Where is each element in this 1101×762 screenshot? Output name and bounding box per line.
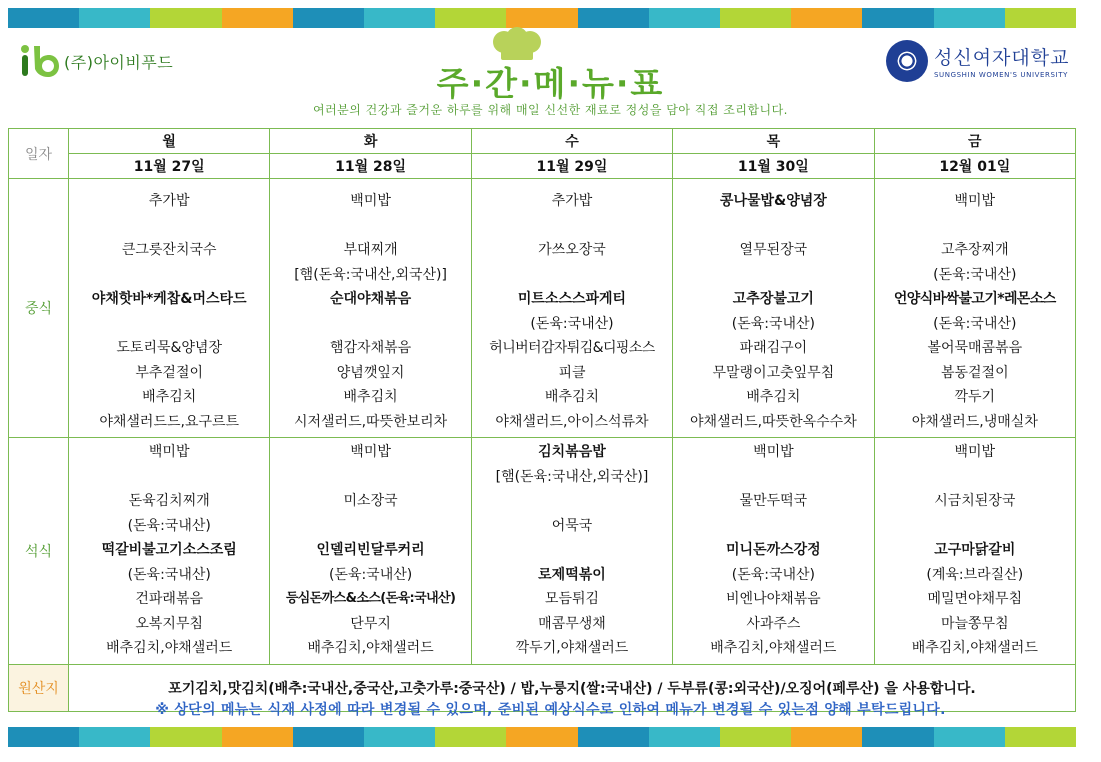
stripe-segment <box>791 8 862 28</box>
menu-item: 백미밥 <box>350 444 391 460</box>
stripe-segment <box>79 727 150 747</box>
menu-item <box>875 214 1075 239</box>
day-date: 12월 01일 <box>874 154 1075 179</box>
menu-item <box>875 465 1075 490</box>
menu-item: 야채샐러드,따뜻한옥수수차 <box>689 413 857 430</box>
menu-item: 언양식바싹불고기*레몬소스 <box>893 291 1056 307</box>
menu-item: 야채샐러드,냉매실차 <box>911 413 1038 430</box>
menu-item: 무말랭이고춧잎무침 <box>712 364 835 381</box>
stripe-segment <box>8 8 79 28</box>
menu-item: 양념깻잎지 <box>336 364 405 381</box>
menu-item <box>69 312 269 337</box>
day-date: 11월 30일 <box>673 154 874 179</box>
menu-item: 배추김치 <box>544 389 600 405</box>
menu-item <box>270 465 470 490</box>
menu-item: 고추장찌개 <box>940 242 1009 258</box>
menu-item: 마늘쫑무침 <box>940 615 1009 632</box>
menu-item: 등심돈까스&소스(돈육:국내산) <box>285 591 456 606</box>
menu-item: 미트소스스파게티 <box>517 291 627 307</box>
dinner-menu-cell <box>471 438 672 665</box>
menu-item <box>270 514 470 539</box>
stripe-segment <box>435 727 506 747</box>
dinner-menu-cell <box>270 438 471 665</box>
menu-item: 큰그릇잔치국수 <box>121 242 217 258</box>
menu-item: (돈육:국내산) <box>731 315 815 332</box>
stripe-segment <box>8 727 79 747</box>
menu-item <box>472 489 672 514</box>
stripe-segment <box>934 8 1005 28</box>
dinner-menu-cell <box>673 438 874 665</box>
weekly-menu-table <box>8 128 1076 712</box>
date-label: 일자 <box>9 129 69 179</box>
stripe-segment <box>649 8 720 28</box>
stripe-segment <box>934 727 1005 747</box>
menu-item: (돈육:국내산) <box>933 315 1017 332</box>
menu-item: 단무지 <box>350 615 391 632</box>
menu-item: 백미밥 <box>148 444 190 460</box>
menu-item <box>875 514 1075 539</box>
day-row <box>9 129 1076 154</box>
menu-item <box>673 514 873 539</box>
menu-item: 미니돈까스강정 <box>726 542 821 558</box>
menu-item: 배추김치,야채샐러드 <box>307 640 434 656</box>
university-name: 성신여자대학교 <box>934 47 1070 69</box>
day-name: 화 <box>270 129 471 154</box>
stripe-segment <box>150 727 221 747</box>
day-name: 금 <box>874 129 1075 154</box>
menu-item: 부추겉절이 <box>135 364 203 381</box>
menu-item: 배추김치 <box>746 389 801 405</box>
page-subtitle: 여러분의 건강과 즐거운 하루를 위해 매일 신선한 재료로 정성을 담아 직접 조리합니다. <box>313 103 788 117</box>
stripe-segment <box>435 8 506 28</box>
menu-item: 고추장불고기 <box>732 291 814 307</box>
stripe-segment <box>364 8 435 28</box>
stripe-segment <box>150 8 221 28</box>
title-char: 주 <box>436 64 471 103</box>
origin-text: 포기김치,맛김치(배추:국내산,중국산,고춧가루:중국산) / 밥,누룽지(쌀:국내산) / 두부류(콩:외국산)/오징어(페루산) 을 사용합니다. <box>69 664 1076 711</box>
stripe-segment <box>506 8 577 28</box>
menu-item: 오복지무침 <box>135 615 203 632</box>
stripe-segment <box>720 727 791 747</box>
menu-item: (계육:브라질산) <box>926 566 1024 583</box>
menu-item: 허니버터감자튀김&디핑소스 <box>489 340 655 356</box>
menu-item: 시금치된장국 <box>934 493 1016 509</box>
menu-item: (돈육:국내산) <box>530 315 614 332</box>
dinner-label: 석식 <box>9 438 69 665</box>
menu-item: 인델리빈달루커리 <box>316 542 425 558</box>
chef-hat-icon <box>492 27 542 61</box>
menu-item <box>673 214 873 239</box>
menu-item: 어묵국 <box>551 517 593 534</box>
page-title <box>0 58 1101 105</box>
menu-item: 봄동겉절이 <box>940 364 1009 381</box>
stripe-segment <box>862 8 933 28</box>
title-char: · <box>470 64 486 103</box>
stripe-segment <box>791 727 862 747</box>
day-name: 월 <box>69 129 270 154</box>
menu-item: 배추김치,야채샐러드 <box>710 640 837 656</box>
dinner-row <box>9 438 1076 665</box>
stripe-segment <box>364 727 435 747</box>
stripe-segment <box>578 8 649 28</box>
menu-item: 깍두기,야채샐러드 <box>515 640 629 656</box>
menu-item: 고구마닭갈비 <box>934 542 1016 558</box>
stripe-segment <box>649 727 720 747</box>
stripe-segment <box>1005 727 1076 747</box>
menu-item <box>472 263 672 288</box>
university-english-name: SUNGSHIN WOMEN'S UNIVERSITY <box>934 71 1068 79</box>
day-date: 11월 27일 <box>69 154 270 179</box>
menu-item <box>673 465 873 490</box>
menu-item: 야채샐러드드,요구르트 <box>99 413 240 430</box>
title-char: · <box>615 64 631 103</box>
menu-item: 배추김치,야채샐러드 <box>106 640 233 656</box>
title-char: 메 <box>533 64 568 103</box>
day-name: 수 <box>471 129 672 154</box>
origin-label: 원산지 <box>9 664 69 711</box>
stripe-segment <box>79 8 150 28</box>
menu-item: 깍두기 <box>954 389 996 405</box>
day-date: 11월 28일 <box>270 154 471 179</box>
day-date: 11월 29일 <box>471 154 672 179</box>
menu-item: 야채핫바*케찹&머스타드 <box>91 291 247 307</box>
menu-item: 떡갈비불고기소스조림 <box>101 542 237 558</box>
stripe-segment <box>720 8 791 28</box>
stripe-segment <box>506 727 577 747</box>
menu-item <box>673 263 873 288</box>
company-name: (주)아이비푸드 <box>64 52 174 72</box>
title-char: 간 <box>485 64 519 103</box>
menu-item: 로제떡볶이 <box>538 566 606 583</box>
title-char: 뉴 <box>581 64 616 103</box>
lunch-menu-cell <box>69 179 270 438</box>
menu-item: 모듬튀김 <box>544 591 600 607</box>
lunch-menu-cell <box>471 179 672 438</box>
lunch-menu-cell <box>270 179 471 438</box>
menu-item: 돈육김치찌개 <box>128 493 210 509</box>
menu-item: [햄(돈육:국내산,외국산)] <box>495 468 649 485</box>
menu-item: 순대야채볶음 <box>330 291 412 307</box>
stripe-segment <box>862 727 933 747</box>
menu-item <box>270 312 470 337</box>
stripe-segment <box>222 727 293 747</box>
menu-item: [햄(돈육:국내산,외국산)] <box>294 266 447 283</box>
menu-item: 김치볶음밥 <box>538 444 606 460</box>
top-color-stripe <box>8 8 1076 28</box>
menu-item: 추가밥 <box>551 193 593 209</box>
menu-item: (돈육:국내산) <box>328 566 413 583</box>
menu-item: 건파래볶음 <box>135 591 203 607</box>
lunch-label: 중식 <box>9 179 69 438</box>
stripe-segment <box>578 727 649 747</box>
menu-item: 메밀면야채무침 <box>927 591 1023 607</box>
notice-text: ※ 상단의 메뉴는 식재 사정에 따라 변경될 수 있으며, 준비된 예상식수로 인하여 메뉴가 변경될 수 있는점 양해 부탁드립니다. <box>155 702 946 718</box>
menu-item: 열무된장국 <box>739 242 808 258</box>
menu-item <box>472 538 672 563</box>
menu-item <box>69 465 269 490</box>
menu-item: 가쓰오장국 <box>538 242 606 258</box>
menu-item: 부대찌개 <box>343 242 398 258</box>
menu-item: 도토리묵&양념장 <box>116 340 222 356</box>
menu-item: 백미밥 <box>350 193 391 209</box>
menu-item: (돈육:국내산) <box>127 517 211 534</box>
stripe-segment <box>293 8 364 28</box>
menu-item: 배추김치 <box>142 389 197 405</box>
title-char: 표 <box>630 64 665 103</box>
menu-item: 콩나물밥&양념장 <box>719 193 827 209</box>
menu-item: 피클 <box>558 364 586 381</box>
menu-item: 야채샐러드,아이스석류차 <box>495 413 649 430</box>
day-name: 목 <box>673 129 874 154</box>
dinner-menu-cell <box>69 438 270 665</box>
menu-item: 추가밥 <box>148 193 190 209</box>
menu-item: 파래김구이 <box>739 340 808 356</box>
menu-item: (돈육:국내산) <box>731 566 815 583</box>
lunch-menu-cell <box>673 179 874 438</box>
lunch-menu-cell <box>874 179 1075 438</box>
stripe-segment <box>293 727 364 747</box>
menu-item: (돈육:국내산) <box>127 566 211 583</box>
menu-item: 매콤무생채 <box>538 615 606 632</box>
stripe-segment <box>1005 8 1076 28</box>
menu-item <box>69 214 269 239</box>
menu-item: 백미밥 <box>954 193 996 209</box>
menu-item: (돈육:국내산) <box>933 266 1017 283</box>
menu-item: 시저샐러드,따뜻한보리차 <box>293 413 448 430</box>
menu-item: 사과주스 <box>746 615 801 632</box>
menu-item: 비엔나야채볶음 <box>726 591 821 607</box>
title-char: · <box>519 64 534 103</box>
menu-item <box>69 263 269 288</box>
menu-item <box>472 214 672 239</box>
date-row <box>9 154 1076 179</box>
menu-item: 햄감자채볶음 <box>330 340 412 356</box>
title-char: · <box>567 64 582 103</box>
menu-item: 백미밥 <box>954 444 996 460</box>
dinner-menu-cell <box>874 438 1075 665</box>
bottom-color-stripe <box>8 727 1076 747</box>
stripe-segment <box>222 8 293 28</box>
menu-item: 배추김치,야채샐러드 <box>911 640 1038 656</box>
menu-item: 배추김치 <box>343 389 398 405</box>
menu-item: 볼어묵매콤볶음 <box>927 340 1023 356</box>
menu-item: 미소장국 <box>343 493 398 509</box>
menu-item <box>270 214 470 239</box>
menu-item: 백미밥 <box>753 444 794 460</box>
lunch-row <box>9 179 1076 438</box>
menu-item: 물만두떡국 <box>739 493 808 509</box>
